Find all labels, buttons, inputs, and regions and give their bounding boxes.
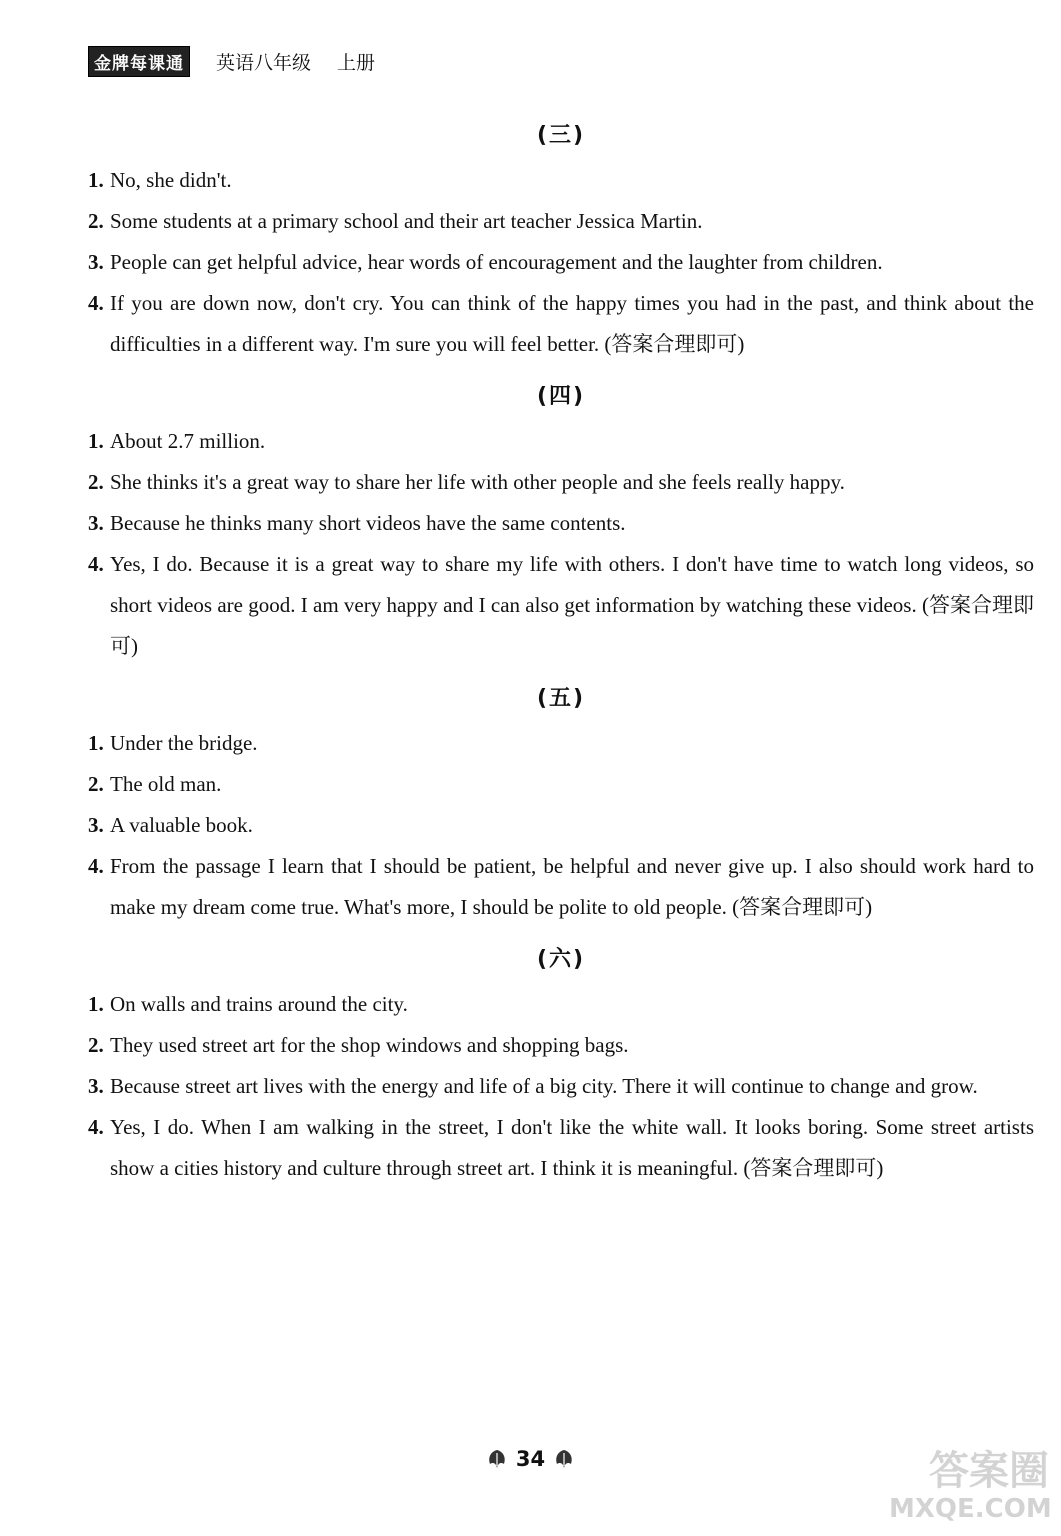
volume-label: 上册 — [337, 51, 376, 74]
item-text: Yes, I do. Because it is a great way to share my life with others. I don't have time to watch long videos, so short videos are good. I am very happy and I can also get information by watching these videos. (答案合理即可) — [110, 552, 1034, 658]
item-number: 2. — [88, 209, 104, 233]
answer-item — [88, 764, 1034, 805]
subject-title: 英语八年级 — [216, 51, 312, 74]
page-number: 34 — [515, 1447, 546, 1471]
item-number: 4. — [88, 1115, 104, 1139]
section-title: (六) — [536, 947, 586, 972]
section-5 — [88, 675, 1034, 928]
item-number: 2. — [88, 1033, 104, 1057]
answer-item — [88, 723, 1034, 764]
item-text: From the passage I learn that I should be patient, be helpful and never give up. I also should work hard to make my dream come true. What's more, I should be polite to old people. (答案合理即可) — [110, 854, 1034, 919]
answer-item — [88, 1066, 1034, 1107]
item-number: 4. — [88, 552, 104, 576]
answer-content — [88, 112, 1034, 1189]
answer-item — [88, 421, 1034, 462]
answer-item — [88, 1107, 1034, 1189]
item-text: No, she didn't. — [110, 168, 232, 192]
watermark-url: MXQE.COM — [889, 1494, 1052, 1524]
item-number: 1. — [88, 731, 104, 755]
answer-item — [88, 1025, 1034, 1066]
item-number: 1. — [88, 429, 104, 453]
item-number: 1. — [88, 168, 104, 192]
series-logo: 金牌每课通 — [88, 46, 190, 77]
item-text: A valuable book. — [110, 813, 253, 837]
leaf-ornament-icon — [553, 1448, 575, 1470]
answer-item — [88, 544, 1034, 667]
answer-item — [88, 503, 1034, 544]
answer-item — [88, 805, 1034, 846]
section-title: (四) — [536, 384, 586, 409]
answer-item — [88, 201, 1034, 242]
item-text: Some students at a primary school and their art teacher Jessica Martin. — [110, 209, 703, 233]
watermark — [889, 1448, 1052, 1532]
item-number: 3. — [88, 813, 104, 837]
page-header — [88, 46, 375, 76]
item-text: People can get helpful advice, hear words of encouragement and the laughter from children. — [110, 250, 883, 274]
section-title: (五) — [536, 686, 586, 711]
watermark-logo-text: 答案圈 — [929, 1448, 1049, 1494]
item-text: Yes, I do. When I am walking in the street, I don't like the white wall. It looks boring. Some street artists show a cities history and culture through street art. I think it is meaningful. (答案合理即可) — [110, 1115, 1034, 1180]
item-number: 1. — [88, 992, 104, 1016]
answer-item — [88, 160, 1034, 201]
item-number: 4. — [88, 291, 104, 315]
item-number: 3. — [88, 1074, 104, 1098]
item-text: She thinks it's a great way to share her life with other people and she feels really happy. — [110, 470, 845, 494]
item-text: The old man. — [110, 772, 222, 796]
item-text: About 2.7 million. — [110, 429, 266, 453]
section-title: (三) — [536, 123, 586, 148]
section-4 — [88, 373, 1034, 667]
item-text: Because street art lives with the energy and life of a big city. There it will continue to change and grow. — [110, 1074, 978, 1098]
item-number: 4. — [88, 854, 104, 878]
item-text: Because he thinks many short videos have the same contents. — [110, 511, 626, 535]
answer-item — [88, 242, 1034, 283]
answer-item — [88, 984, 1034, 1025]
section-3 — [88, 112, 1034, 365]
item-number: 3. — [88, 511, 104, 535]
item-number: 2. — [88, 470, 104, 494]
item-number: 2. — [88, 772, 104, 796]
item-text: Under the bridge. — [110, 731, 258, 755]
section-6 — [88, 936, 1034, 1189]
item-number: 3. — [88, 250, 104, 274]
leaf-ornament-icon — [486, 1448, 508, 1470]
item-text: They used street art for the shop windows and shopping bags. — [110, 1033, 629, 1057]
item-text: On walls and trains around the city. — [110, 992, 408, 1016]
item-text: If you are down now, don't cry. You can think of the happy times you had in the past, and think about the difficulties in a different way. I'm sure you will feel better. (答案合理即可) — [110, 291, 1034, 356]
answer-item — [88, 846, 1034, 928]
answer-item — [88, 462, 1034, 503]
answer-item — [88, 283, 1034, 365]
